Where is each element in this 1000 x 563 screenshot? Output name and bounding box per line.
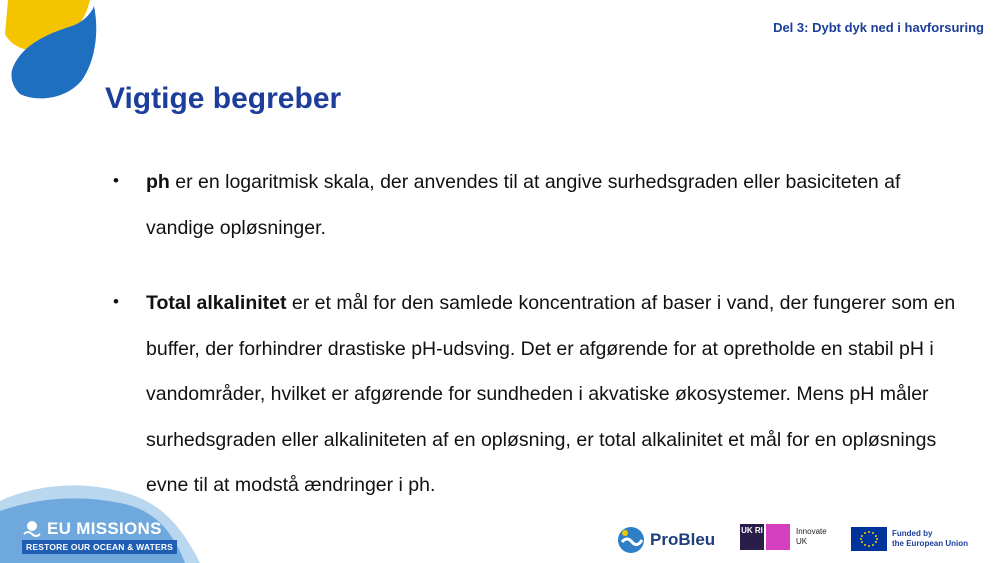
probleu-logo [616,525,715,555]
page-title: Vigtige begreber [105,82,342,115]
bullet-text: er en logaritmisk skala, der anvendes til at angive surhedsgraden eller basiciteten af vandige opløsninger. [146,171,901,239]
bullet-icon: • [113,171,119,190]
eu-missions-logo [0,483,200,563]
bullet-term: Total alkalinitet [146,292,287,314]
probleu-icon [616,525,646,555]
eu-funded-line2: the European Union [892,539,968,548]
ukri-label-line2: UK [796,537,808,546]
ukri-mark: UK RI [740,524,764,550]
bullet-icon: • [113,292,119,311]
corner-logo [0,0,100,100]
ukri-pink-block [766,524,790,550]
ukri-logo [740,524,827,550]
eu-missions-title: EU MISSIONS [47,519,162,538]
ukri-label [796,527,827,547]
eu-funded-logo [851,527,968,551]
wave-icon [22,519,42,539]
section-label: Del 3: Dybt dyk ned i havforsuring [773,20,984,35]
probleu-name: ProBleu [650,530,716,549]
eu-funded-line1: Funded by [892,529,933,538]
bullet-text: er et mål for den samlede koncentration af baser i vand, der fungerer som en buffer, der forhindrer drastiske pH-udsving. Det er afgørende for at opretholde en stabil pH i vandområder, hvilket er afgørende for sundheden i akvatiske økosystemer. Mens pH måler surhedsgraden eller alkaliniteten af en opløsning, er total alkalinitet et mål for en opløsnings evne til at modstå ændringer i ph. [146,292,956,496]
eu-flag-icon [851,527,887,551]
eu-missions-subtitle: RESTORE OUR OCEAN & WATERS [22,540,177,554]
bullet-item-total-alkalinitet [110,281,960,509]
bullet-item-ph [110,160,960,251]
bullet-term: ph [146,171,170,193]
bullet-list [110,160,960,509]
ukri-label-line1: Innovate [796,527,827,536]
eu-funded-label [892,529,968,549]
